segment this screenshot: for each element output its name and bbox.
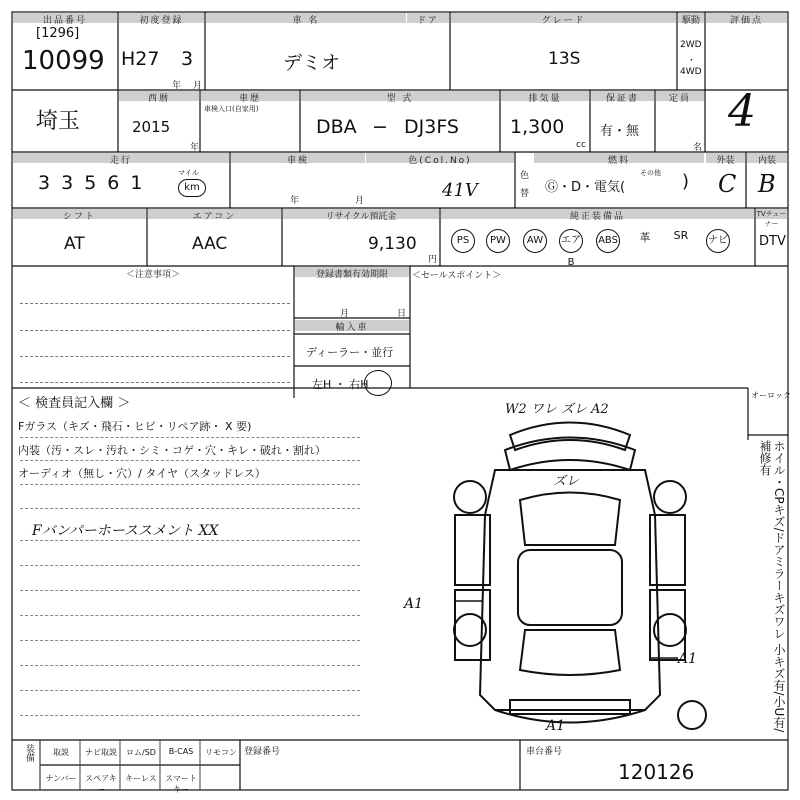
type-sub: 車検入口(自家用) bbox=[204, 105, 259, 113]
recycle: 9,130 bbox=[368, 234, 417, 254]
side-vertical-text: ホイル・CPキズ/ドアミラーキズワレ 小キズ有/小U有/補修有 bbox=[758, 440, 786, 733]
mileage-digit: 3 bbox=[38, 172, 62, 194]
equipment-label: AW bbox=[523, 229, 547, 253]
drive-label: 駆動 bbox=[678, 13, 704, 23]
inspection-label: 車検 bbox=[231, 153, 365, 163]
equipment-label: エアB bbox=[559, 229, 583, 253]
type-label: 車歴 bbox=[201, 91, 299, 101]
import-value: ディーラー・並行 bbox=[306, 346, 394, 359]
drive-dot: ・ bbox=[687, 56, 697, 66]
equipment-label: PS bbox=[451, 229, 475, 253]
handle-circle bbox=[364, 370, 392, 396]
caution-label: ＜注意事項＞ bbox=[13, 267, 293, 277]
color-code: 41V bbox=[442, 180, 478, 201]
model-label: 型 式 bbox=[301, 91, 499, 101]
ac: AAC bbox=[192, 234, 228, 254]
score: 4 bbox=[728, 86, 756, 137]
footer-label-top: B-CAS bbox=[168, 747, 194, 756]
inspection-year-unit: 年 bbox=[290, 196, 300, 206]
reg-month: 3 bbox=[181, 48, 194, 70]
footer-label-bottom: スマートキー bbox=[165, 774, 197, 794]
reg-day: 日 bbox=[397, 309, 407, 319]
equipment-label: ABS bbox=[596, 229, 620, 253]
footer-label-top: リモコン bbox=[205, 748, 237, 757]
footer-label-bottom: ナンバー bbox=[45, 774, 77, 783]
shift: AT bbox=[64, 234, 85, 254]
model-code: DJ3FS bbox=[404, 116, 459, 138]
warranty-label: 保証書 bbox=[591, 91, 654, 101]
reg-no-label: 登録番号 bbox=[244, 747, 281, 757]
interior-label: 内装 bbox=[747, 153, 787, 163]
drive-2wd: 2WD bbox=[680, 40, 702, 50]
import-label: 輸入車 bbox=[295, 320, 409, 331]
location: 埼玉 bbox=[36, 109, 81, 134]
tv-label: TVチューナー bbox=[756, 210, 787, 228]
diagram-top-note: W2 ワレ ズレ A2 bbox=[505, 402, 609, 417]
equipment-label: 革 bbox=[639, 231, 651, 244]
displacement-label: 排気量 bbox=[501, 91, 589, 101]
inspector-line2: 内装（汚・スレ・汚れ・シミ・コゲ・穴・キレ・破れ・割れ） bbox=[18, 444, 326, 457]
year-unit-2: 年 bbox=[190, 143, 200, 153]
cc-unit: cc bbox=[576, 140, 586, 150]
equipment-label: 純正装備品 bbox=[441, 209, 754, 219]
odometer-label: オーロック bbox=[751, 391, 791, 400]
first-reg-label: 初度登録 bbox=[119, 13, 204, 23]
chassis-number: 120126 bbox=[618, 760, 695, 784]
footer-label-bottom: キーレス bbox=[125, 774, 157, 783]
mileage bbox=[38, 172, 153, 194]
diagram-a1-left: A1 bbox=[404, 596, 424, 612]
fuel-other: その他 bbox=[640, 169, 661, 177]
displacement: 1,300 bbox=[510, 116, 565, 138]
inspection-month-unit: 月 bbox=[355, 196, 365, 206]
fuel-label: 燃料 bbox=[534, 153, 704, 163]
selling-label: ＜セールスポイント＞ bbox=[412, 271, 502, 281]
equipment-item bbox=[590, 229, 626, 253]
era: H27 bbox=[121, 48, 160, 70]
door-label: ドア bbox=[407, 13, 449, 23]
mileage-label: 走行 bbox=[13, 153, 229, 163]
equipment-label: SR bbox=[673, 229, 689, 242]
footer-label-top: 取説 bbox=[53, 748, 69, 757]
shift-label: シフト bbox=[13, 209, 146, 219]
mileage-digit: 6 bbox=[107, 172, 131, 194]
recycle-label: リサイクル預託金 bbox=[283, 209, 439, 219]
diagram-zure: ズレ bbox=[553, 474, 580, 489]
capacity-unit: 名 bbox=[693, 143, 703, 153]
exterior: C bbox=[718, 170, 737, 198]
inspector-line1: Fガラス（キズ・飛石・ヒビ・リペア跡・ X 要) bbox=[18, 420, 252, 433]
color-label: 色(Col.No) bbox=[366, 153, 514, 163]
tv: DTV bbox=[759, 234, 786, 249]
car-name: デミオ bbox=[283, 52, 341, 74]
capacity-label: 定員 bbox=[656, 91, 704, 101]
grade: 13S bbox=[548, 49, 581, 69]
handle: 左H ・ 右H bbox=[312, 378, 369, 391]
diagram-circle-mark bbox=[677, 700, 707, 730]
lot-sub: [1296] bbox=[36, 26, 80, 41]
equipment-label: ナビ bbox=[706, 229, 730, 253]
equipment-label: PW bbox=[486, 229, 510, 253]
year-label: 西暦 bbox=[119, 91, 199, 101]
mileage-unit-top: マイル bbox=[178, 169, 199, 177]
fuel-close: ) bbox=[682, 171, 690, 192]
equipment-item bbox=[553, 229, 589, 268]
drive-4wd: 4WD bbox=[680, 67, 702, 77]
model-dash: − bbox=[372, 116, 388, 138]
score-label: 評価点 bbox=[706, 13, 787, 23]
chassis-label: 車台番号 bbox=[526, 747, 563, 757]
diagram-a1-right: A1 bbox=[678, 651, 698, 667]
color-change-b: 替 bbox=[520, 189, 530, 199]
inspector-handwritten: Fバンパーホーススメント XX bbox=[32, 523, 219, 539]
lot-number: 10099 bbox=[22, 46, 105, 76]
inspector-line3: オーディオ（無し・穴）/ タイヤ（スタッドレス） bbox=[18, 467, 266, 480]
year-unit: 年 bbox=[172, 81, 182, 91]
lot-label: 出品番号 bbox=[13, 13, 117, 23]
footer-label-top: ナビ取説 bbox=[85, 748, 117, 757]
reg-month: 月 bbox=[340, 309, 350, 319]
equipment-item bbox=[445, 229, 481, 253]
month-unit: 月 bbox=[193, 81, 203, 91]
equipment-item bbox=[627, 229, 663, 245]
equipment-item bbox=[517, 229, 553, 253]
interior: B bbox=[758, 170, 776, 198]
ac-label: エアコン bbox=[148, 209, 281, 219]
color-change-a: 色 bbox=[520, 171, 530, 181]
footer-side-mark: 装備 bbox=[24, 744, 34, 762]
grade-label: グレード bbox=[451, 13, 676, 23]
fuel-options: Ⓖ・D・電気( bbox=[545, 180, 626, 195]
exterior-label: 外装 bbox=[706, 153, 745, 163]
car-diagram bbox=[440, 405, 700, 735]
warranty: 有・無 bbox=[600, 124, 640, 139]
footer-label-top: ロム/SD bbox=[126, 748, 156, 757]
inspector-title: ＜ 検査員記入欄 ＞ bbox=[18, 396, 131, 411]
model-prefix: DBA bbox=[316, 116, 357, 138]
equipment-item bbox=[663, 229, 699, 242]
year: 2015 bbox=[132, 118, 171, 136]
yen-unit: 円 bbox=[428, 255, 438, 265]
reg-expiry-label: 登録書類有効期限 bbox=[295, 267, 409, 277]
equipment-item bbox=[700, 229, 736, 253]
diagram-a1-bottom: A1 bbox=[546, 718, 566, 734]
mileage-digit: 3 bbox=[61, 172, 85, 194]
car-name-label: 車 名 bbox=[206, 13, 406, 23]
footer-label-bottom: スペアキー bbox=[85, 774, 117, 794]
mileage-digit: 1 bbox=[130, 172, 154, 194]
mileage-digit: 5 bbox=[84, 172, 108, 194]
equipment-item bbox=[480, 229, 516, 253]
mileage-unit: km bbox=[178, 179, 206, 197]
